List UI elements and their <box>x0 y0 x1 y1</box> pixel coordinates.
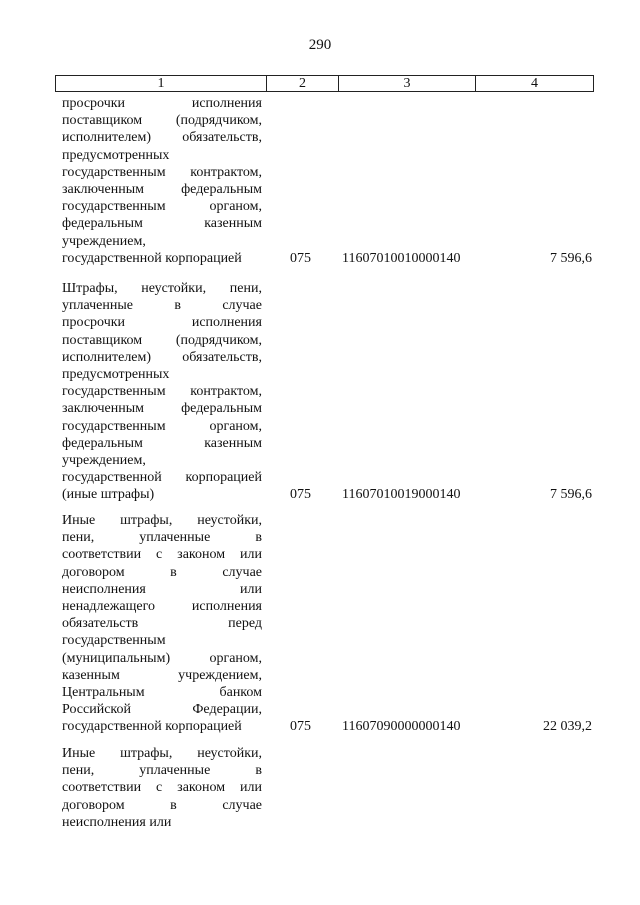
description-line: Иные штрафы, неустойки, <box>62 513 262 528</box>
column-header-2: 2 <box>267 76 339 91</box>
description-line: просрочки исполнения <box>62 96 262 111</box>
amount-value: 22 039,2 <box>543 719 592 735</box>
description-line: государственным <box>62 633 166 649</box>
description-line: заключенным федеральным <box>62 401 262 417</box>
description-line: федеральным казенным <box>62 216 262 232</box>
amount-value: 7 596,6 <box>550 250 592 266</box>
description-line: государственной корпорацией <box>62 470 262 486</box>
description-line: государственным органом, <box>62 199 262 215</box>
description-line: Штрафы, неустойки, пени, <box>62 281 262 296</box>
budget-classification-code: 11607010019000140 <box>342 487 461 503</box>
row-description <box>62 512 262 736</box>
description-line: государственным контрактом, <box>62 384 262 400</box>
description-line: поставщиком (подрядчиком, <box>62 113 262 129</box>
description-line: заключенным федеральным <box>62 182 262 198</box>
table-header <box>55 75 594 92</box>
description-line: предусмотренных <box>62 147 170 163</box>
description-line: просрочки исполнения <box>62 315 262 331</box>
description-line: учреждением, <box>62 453 146 469</box>
admin-code: 075 <box>290 250 311 266</box>
admin-code: 075 <box>290 487 311 503</box>
column-header-1: 1 <box>56 76 267 91</box>
description-line: казенным учреждением, <box>62 667 262 683</box>
column-header-4: 4 <box>531 76 538 91</box>
description-line: договором в случае <box>62 797 262 813</box>
description-line: государственной корпорацией <box>62 250 242 266</box>
amount-value: 7 596,6 <box>550 487 592 503</box>
description-line: Российской Федерации, <box>62 702 262 718</box>
row-description <box>62 280 262 504</box>
description-line: Центральным банком <box>62 685 262 701</box>
budget-classification-code: 11607010010000140 <box>342 250 461 266</box>
description-line: государственным органом, <box>62 418 262 434</box>
description-line: соответствии с законом или <box>62 547 262 563</box>
description-line: исполнителем) обязательств, <box>62 349 262 365</box>
budget-classification-code: 11607090000000140 <box>342 719 461 735</box>
page-number: 290 <box>308 37 332 53</box>
description-line: пени, уплаченные в <box>62 530 262 546</box>
description-line: Иные штрафы, неустойки, <box>62 746 262 761</box>
row-description <box>62 95 262 267</box>
description-line: уплаченные в случае <box>62 298 262 314</box>
description-line: предусмотренных <box>62 367 170 383</box>
description-line: обязательств перед <box>62 616 262 632</box>
description-line: договором в случае <box>62 564 262 580</box>
description-line: государственной корпорацией <box>62 719 242 735</box>
description-line: соответствии с законом или <box>62 780 262 796</box>
description-line: (муниципальным) органом, <box>62 650 262 666</box>
description-line: (иные штрафы) <box>62 487 155 503</box>
column-header-3: 3 <box>339 76 476 91</box>
description-line: неисполнения или <box>62 581 262 597</box>
admin-code: 075 <box>290 719 311 735</box>
description-line: неисполнения или <box>62 814 172 830</box>
description-line: поставщиком (подрядчиком, <box>62 332 262 348</box>
row-description <box>62 745 262 831</box>
description-line: исполнителем) обязательств, <box>62 130 262 146</box>
description-line: федеральным казенным <box>62 435 262 451</box>
description-line: ненадлежащего исполнения <box>62 599 262 615</box>
description-line: учреждением, <box>62 233 146 249</box>
description-line: пени, уплаченные в <box>62 763 262 779</box>
description-line: государственным контрактом, <box>62 164 262 180</box>
